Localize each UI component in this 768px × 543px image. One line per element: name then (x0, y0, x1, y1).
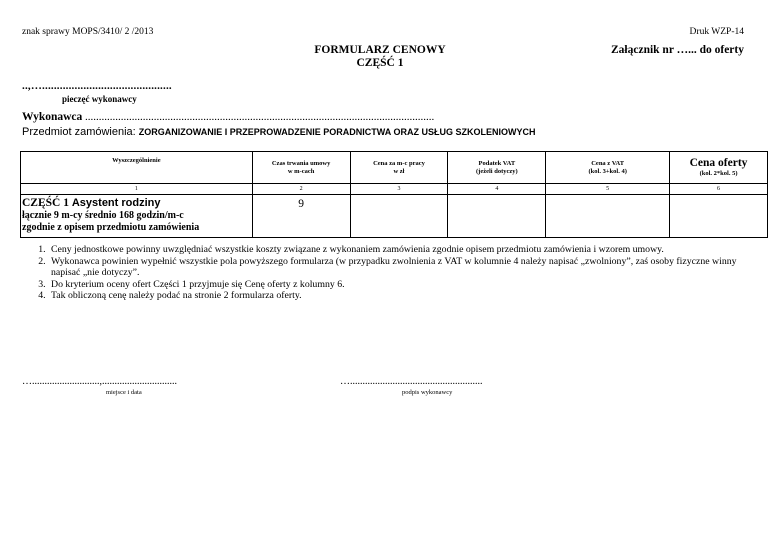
monthly-price-cell[interactable] (350, 195, 448, 238)
stamp-label: pieczęć wykonawcy (62, 94, 137, 104)
header-offer-price (670, 152, 768, 184)
signature-label: podpis wykonawcy (402, 389, 453, 396)
contractor-label: Wykonawca (22, 111, 83, 123)
header-vat (448, 152, 546, 184)
part-title (22, 197, 252, 210)
table-header-row (21, 152, 768, 184)
signature-dots: …..................................................... (340, 376, 483, 387)
annex-label: Załącznik nr …... do oferty (611, 44, 744, 56)
header-monthly-price-line1: Cena za m-c pracy (373, 159, 425, 167)
header-price-with-vat-line1: Cena z VAT (591, 159, 625, 167)
header-monthly-price (350, 152, 448, 184)
subject-value: ZORGANIZOWANIE I PRZEPROWADZENIE PORADNICTWA ORAZ USŁUG SZKOLENIOWYCH (138, 127, 536, 137)
column-number: 2 (252, 184, 350, 195)
part-name: Asystent rodziny (71, 197, 161, 209)
place-date-label: miejsce i data (106, 389, 142, 396)
contractor-dots: ............................................................................................................................... (82, 111, 435, 123)
column-number: 3 (350, 184, 448, 195)
header-duration-line2: w m-cach (287, 167, 315, 175)
header-vat-line1: Podatek VAT (478, 159, 516, 167)
price-with-vat-cell[interactable] (546, 195, 670, 238)
case-number: znak sprawy MOPS/3410/ 2 /2013 (22, 27, 154, 37)
form-title-line2: CZĘŚĆ 1 (356, 57, 404, 69)
table-row (21, 195, 768, 238)
place-date-dots: …...........................,.............................. (22, 376, 177, 387)
header-offer-price-line2: (kol. 2*kol. 5) (699, 170, 738, 177)
column-number: 5 (546, 184, 670, 195)
header-vat-line2: (jeżeli dotyczy) (475, 167, 518, 175)
note-item: 4. Tak obliczoną cenę należy podać na stronie 2 formularza oferty. (48, 290, 768, 302)
subject-label: Przedmiot zamówienia: (22, 126, 139, 138)
part-detail-1: łącznie 9 m-cy średnio 168 godzin/m-c (22, 210, 184, 221)
header-monthly-price-line2: w zł (393, 167, 405, 175)
subject-line (22, 126, 535, 138)
header-specification (21, 152, 253, 184)
column-number: 1 (21, 184, 253, 195)
header-price-with-vat (546, 152, 670, 184)
column-number: 6 (670, 184, 768, 195)
price-table (20, 151, 768, 238)
note-item: 1. Ceny jednostkowe powinny uwzględniać wszystkie koszty związane z wykonaniem zamówienia zgodnie opisem przedmiotu zamówienia i wzorem umowy. (48, 244, 768, 256)
form-title-line1: FORMULARZ CENOWY (314, 44, 446, 56)
column-number: 4 (448, 184, 546, 195)
offer-price-cell[interactable] (670, 195, 768, 238)
part-label: CZĘŚĆ 1 (22, 197, 72, 209)
header-price-with-vat-line2: (kol. 3+kol. 4) (588, 167, 627, 175)
note-item: 2. Wykonawca powinien wypełnić wszystkie pola powyższego formularza (w przypadku zwolnienia z VAT w kolumnie 4 należy napisać „zwolniony”, zaś osoby fizyczne winny napisać „nie dotyczy”. (48, 256, 768, 279)
table-number-row (21, 184, 768, 195)
stamp-dots: ..,…............................................ (22, 80, 172, 92)
form-title (270, 44, 490, 70)
duration-value: 9 (252, 195, 350, 238)
part-detail-2: zgodnie z opisem przedmiotu zamówienia (22, 221, 200, 233)
header-specification-text: Wyszczególnienie (112, 157, 161, 164)
vat-cell[interactable] (448, 195, 546, 238)
notes-list (26, 244, 768, 302)
note-item: 3. Do kryterium oceny ofert Części 1 przyjmuje się Cenę oferty z kolumny 6. (48, 279, 768, 291)
form-code: Druk WZP-14 (689, 27, 744, 37)
contractor-line (22, 111, 434, 123)
part-description (21, 195, 253, 238)
header-duration (252, 152, 350, 184)
header-duration-line1: Czas trwania umowy (271, 159, 331, 167)
header-offer-price-line1: Cena oferty (689, 157, 748, 169)
